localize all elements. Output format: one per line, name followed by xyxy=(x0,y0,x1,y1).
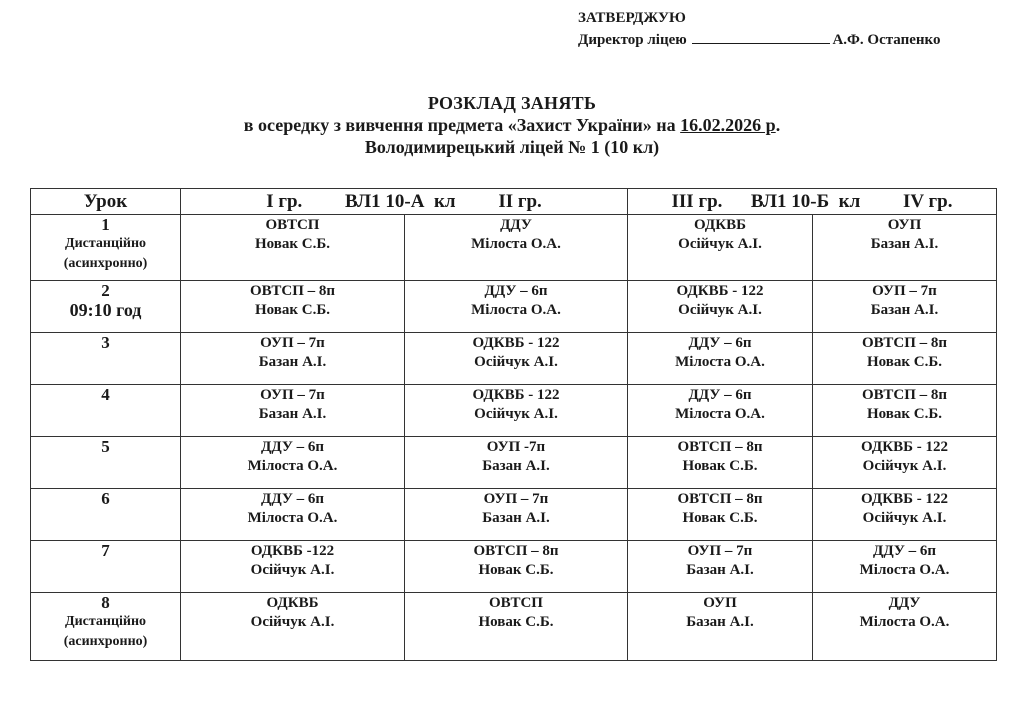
teacher: Новак С.Б. xyxy=(866,354,943,370)
group-2-cell xyxy=(405,333,628,385)
lesson-cell xyxy=(31,333,181,385)
header-class-a-group2: ІІ гр. xyxy=(498,191,542,212)
lesson-row xyxy=(31,437,997,489)
approval-block xyxy=(578,8,941,51)
subject: ОВТСП – 8п xyxy=(473,543,559,559)
teacher: Мілоста О.А. xyxy=(675,354,765,370)
lesson-number: 1 xyxy=(101,215,110,234)
lesson-cell xyxy=(31,437,181,489)
subject: ОВТСП – 8п xyxy=(677,439,763,455)
lesson-cell xyxy=(31,489,181,541)
group-3-cell xyxy=(628,593,813,661)
group-3-cell xyxy=(628,281,813,333)
subject: ОВТСП xyxy=(489,595,543,611)
subject: ОУП – 7п xyxy=(260,387,325,403)
teacher: Базан А.І. xyxy=(258,354,327,370)
teacher: Новак С.Б. xyxy=(478,562,554,578)
group-3-cell xyxy=(628,489,813,541)
group-3-cell xyxy=(628,385,813,437)
group-4-cell xyxy=(813,333,997,385)
title-school: Володимирецький ліцей № 1 (10 кл) xyxy=(364,137,660,157)
teacher: Мілоста О.А. xyxy=(675,406,765,422)
group-2-cell xyxy=(405,593,628,661)
lesson-row xyxy=(31,593,997,661)
subject: ОВТСП xyxy=(265,217,320,233)
lesson-time: 09:10 год xyxy=(69,300,142,320)
subject: ОДКВБ -122 xyxy=(250,543,335,559)
group-2-cell xyxy=(405,281,628,333)
teacher: Новак С.Б. xyxy=(866,406,943,422)
document-title xyxy=(0,92,1024,158)
subject: ОУП xyxy=(887,217,922,233)
approval-name: А.Ф. Остапенко xyxy=(832,32,941,48)
subject: ОДКВБ - 122 xyxy=(472,335,560,351)
lesson-mode: Дистанційно xyxy=(64,614,147,629)
teacher: Новак С.Б. xyxy=(682,510,758,526)
group-4-cell xyxy=(813,593,997,661)
header-class-b xyxy=(628,189,997,215)
group-2-cell xyxy=(405,541,628,593)
subject: ОВТСП – 8п xyxy=(861,335,948,351)
group-2-cell xyxy=(405,489,628,541)
lesson-row xyxy=(31,281,997,333)
schedule-table xyxy=(30,188,997,661)
teacher: Мілоста О.А. xyxy=(859,562,950,578)
header-class-a-group1: І гр. xyxy=(266,191,303,212)
teacher: Базан А.І. xyxy=(870,236,939,252)
header-class-b-name: ВЛ1 10-Б кл xyxy=(750,191,861,212)
approval-heading: ЗАТВЕРДЖУЮ xyxy=(578,10,686,26)
lesson-mode-detail: (асинхронно) xyxy=(63,256,148,271)
teacher: Мілоста О.А. xyxy=(247,510,338,526)
teacher: Осійчук А.І. xyxy=(250,614,335,630)
teacher: Осійчук А.І. xyxy=(474,354,558,370)
approval-position: Директор ліцею xyxy=(578,32,687,48)
teacher: Мілоста О.А. xyxy=(859,614,950,630)
lesson-row xyxy=(31,489,997,541)
lesson-number: 3 xyxy=(101,333,110,352)
subject: ОВТСП – 8п xyxy=(861,387,948,403)
subtitle-prefix: в осередку з вивчення предмета «Захист України» на xyxy=(243,115,676,135)
lesson-cell xyxy=(31,385,181,437)
subject: ДДУ xyxy=(888,595,921,611)
group-1-cell xyxy=(181,593,405,661)
teacher: Осійчук А.І. xyxy=(678,302,762,318)
group-4-cell xyxy=(813,281,997,333)
lesson-cell xyxy=(31,215,181,281)
header-class-b-group1: ІІІ гр. xyxy=(671,191,723,212)
group-1-cell xyxy=(181,489,405,541)
teacher: Осійчук А.І. xyxy=(678,236,762,252)
teacher: Базан А.І. xyxy=(482,510,550,526)
header-class-b-group2: ІV гр. xyxy=(903,191,953,212)
teacher: Осійчук А.І. xyxy=(474,406,558,422)
lesson-number: 4 xyxy=(101,385,110,404)
lesson-number: 8 xyxy=(101,593,110,612)
teacher: Мілоста О.А. xyxy=(247,458,338,474)
subject: ОВТСП – 8п xyxy=(249,283,336,299)
teacher: Базан А.І. xyxy=(686,614,754,630)
lesson-row xyxy=(31,333,997,385)
teacher: Новак С.Б. xyxy=(254,302,331,318)
subject: ОВТСП – 8п xyxy=(677,491,763,507)
teacher: Осійчук А.І. xyxy=(862,458,947,474)
subject: ОУП – 7п xyxy=(260,335,325,351)
subject: ОДКВБ - 122 xyxy=(860,491,949,507)
lesson-number: 2 xyxy=(101,281,110,300)
group-3-cell xyxy=(628,333,813,385)
lesson-row xyxy=(31,541,997,593)
group-2-cell xyxy=(405,215,628,281)
header-lesson: Урок xyxy=(31,189,181,215)
group-3-cell xyxy=(628,437,813,489)
subject: ДДУ – 6п xyxy=(261,439,324,455)
group-4-cell xyxy=(813,437,997,489)
lesson-mode-detail: (асинхронно) xyxy=(63,634,148,649)
teacher: Базан А.І. xyxy=(686,562,754,578)
group-1-cell xyxy=(181,333,405,385)
lesson-number: 6 xyxy=(101,489,110,508)
lesson-row xyxy=(31,385,997,437)
group-4-cell xyxy=(813,541,997,593)
group-1-cell xyxy=(181,385,405,437)
group-1-cell xyxy=(181,541,405,593)
date-suffix: . xyxy=(775,115,781,135)
group-4-cell xyxy=(813,489,997,541)
group-1-cell xyxy=(181,215,405,281)
lesson-mode: Дистанційно xyxy=(64,236,147,251)
subject: ДДУ – 6п xyxy=(688,387,752,403)
teacher: Базан А.І. xyxy=(258,406,327,422)
subject: ОУП -7п xyxy=(486,439,546,455)
teacher: Осійчук А.І. xyxy=(862,510,947,526)
teacher: Новак С.Б. xyxy=(478,614,554,630)
subject: ОДКВБ - 122 xyxy=(472,387,560,403)
group-3-cell xyxy=(628,541,813,593)
teacher: Мілоста О.А. xyxy=(471,302,561,318)
subject: ОДКВБ xyxy=(693,217,747,233)
header-class-a-name: ВЛ1 10-А кл xyxy=(345,191,456,212)
teacher: Базан А.І. xyxy=(482,458,550,474)
group-4-cell xyxy=(813,215,997,281)
lesson-number: 5 xyxy=(101,437,110,456)
subject: ДДУ – 6п xyxy=(261,491,324,507)
subject: ДДУ – 6п xyxy=(873,543,936,559)
subject: ОДКВБ xyxy=(266,595,319,611)
group-4-cell xyxy=(813,385,997,437)
schedule-date: 16.02.2026 р xyxy=(680,115,776,135)
subject: ДДУ – 6п xyxy=(484,283,548,299)
lesson-cell xyxy=(31,281,181,333)
subject: ОУП – 7п xyxy=(872,283,937,299)
subject: ОДКВБ - 122 xyxy=(676,283,764,299)
lesson-cell xyxy=(31,593,181,661)
group-1-cell xyxy=(181,281,405,333)
approval-signature-line xyxy=(578,29,941,51)
teacher: Базан А.І. xyxy=(870,302,939,318)
table-header-row xyxy=(31,189,997,215)
subject: ОДКВБ - 122 xyxy=(860,439,949,455)
teacher: Осійчук А.І. xyxy=(250,562,335,578)
lesson-number: 7 xyxy=(101,541,110,560)
teacher: Новак С.Б. xyxy=(254,236,331,252)
teacher: Мілоста О.А. xyxy=(471,236,561,252)
title-main: РОЗКЛАД ЗАНЯТЬ xyxy=(427,93,597,113)
subject: ДДУ – 6п xyxy=(688,335,752,351)
title-subtitle xyxy=(0,114,1024,136)
signature-blank xyxy=(692,29,830,44)
lesson-cell xyxy=(31,541,181,593)
subject: ОУП – 7п xyxy=(687,543,753,559)
group-1-cell xyxy=(181,437,405,489)
lesson-row xyxy=(31,215,997,281)
subject: ОУП – 7п xyxy=(483,491,549,507)
subject: ОУП xyxy=(703,595,737,611)
teacher: Новак С.Б. xyxy=(682,458,758,474)
group-3-cell xyxy=(628,215,813,281)
group-2-cell xyxy=(405,437,628,489)
group-2-cell xyxy=(405,385,628,437)
header-class-a xyxy=(181,189,628,215)
subject: ДДУ xyxy=(500,217,532,233)
